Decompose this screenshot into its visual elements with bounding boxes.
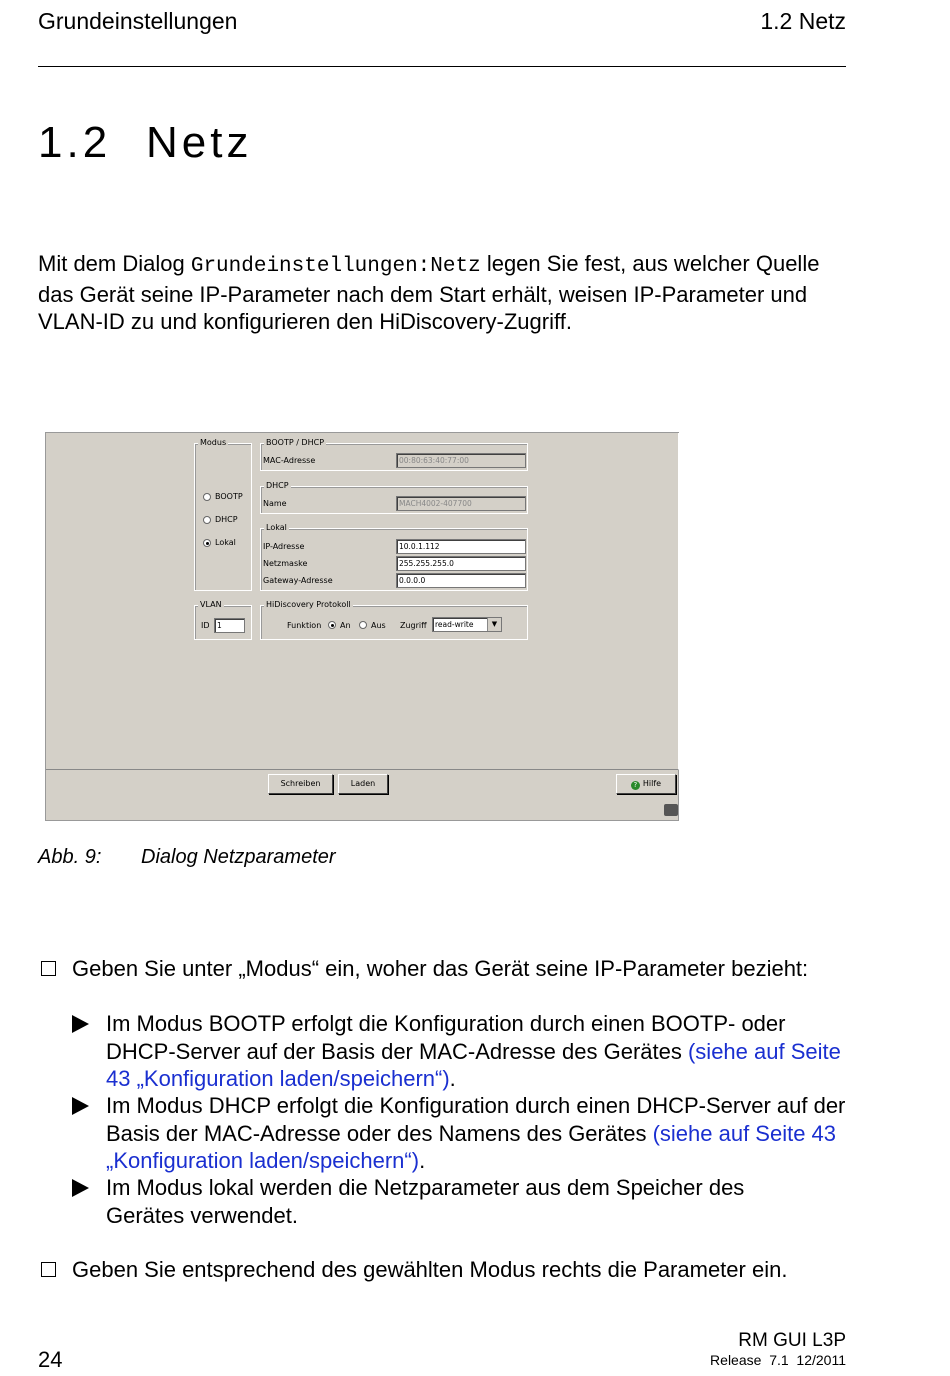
radio-dhcp[interactable] bbox=[203, 516, 211, 524]
funktion-label: Funktion bbox=[287, 621, 322, 630]
header-rule bbox=[38, 66, 846, 67]
vlan-id-label: ID bbox=[201, 621, 210, 630]
ip-address-label: IP-Adresse bbox=[263, 542, 305, 551]
zugriff-value: read-write bbox=[435, 620, 474, 629]
netmask-field[interactable]: 255.255.255.0 bbox=[396, 556, 526, 571]
hidiscovery-group-title: HiDiscovery Protokoll bbox=[266, 600, 351, 609]
ip-address-field[interactable]: 10.0.1.112 bbox=[396, 539, 526, 554]
radio-hidiscovery-an[interactable] bbox=[328, 621, 336, 629]
radio-aus-label: Aus bbox=[371, 621, 386, 630]
checkbox-icon bbox=[41, 961, 56, 976]
radio-lokal[interactable] bbox=[203, 539, 211, 547]
radio-lokal-label: Lokal bbox=[215, 538, 236, 547]
radio-bootp[interactable] bbox=[203, 493, 211, 501]
dialog-screenshot bbox=[45, 432, 679, 821]
lokal-group-title: Lokal bbox=[266, 523, 287, 532]
page-number: 24 bbox=[38, 1347, 63, 1372]
intro-text-2: legen Sie fest, aus welcher Quelle das Gerät seine IP-Parameter nach dem Start erhält, weisen IP-Parameter und VLAN-ID zu und konfigurieren den HiDiscovery-Zugriff. bbox=[38, 251, 820, 334]
dialog-path: Grundeinstellungen:Netz bbox=[190, 255, 481, 278]
bullet-bootp-end: . bbox=[449, 1066, 456, 1091]
dhcp-name-label: Name bbox=[263, 499, 287, 508]
bullet-dhcp-end: . bbox=[419, 1148, 426, 1173]
release-info: Release 7.1 12/2011 bbox=[710, 1352, 846, 1368]
arrow-bullet-icon bbox=[72, 1097, 89, 1115]
laden-button[interactable]: Laden bbox=[338, 774, 388, 794]
schreiben-button[interactable]: Schreiben bbox=[268, 774, 333, 794]
running-header-right: 1.2 Netz bbox=[760, 8, 846, 34]
bullet-bootp-text: Im Modus BOOTP erfolgt die Konfiguration durch einen BOOTP- oder DHCP-Server auf der Basis der MAC-Adresse des Gerätes bbox=[106, 1011, 786, 1064]
link-konfiguration-2[interactable]: (siehe auf Seite 43 „Konfiguration laden/speichern“) bbox=[106, 1120, 837, 1173]
dialog-panel bbox=[46, 433, 679, 770]
bootp-group-title: BOOTP / DHCP bbox=[266, 438, 325, 447]
arrow-bullet-icon bbox=[72, 1179, 89, 1197]
section-number: 1.2 bbox=[38, 118, 112, 167]
bullet-bootp bbox=[106, 1010, 854, 1093]
running-header-left: Grundeinstellungen bbox=[38, 8, 238, 34]
gateway-field[interactable]: 0.0.0.0 bbox=[396, 573, 526, 588]
intro-paragraph bbox=[38, 250, 853, 336]
connection-status-icon bbox=[664, 804, 678, 816]
dhcp-name-field: MACH4002-407700 bbox=[396, 496, 526, 511]
checkbox-icon bbox=[41, 1262, 56, 1277]
step-1-text: Geben Sie unter „Modus“ ein, woher das Gerät seine IP-Parameter bezieht: bbox=[72, 956, 809, 981]
dhcp-group-title: DHCP bbox=[266, 481, 289, 490]
radio-an-label: An bbox=[340, 621, 351, 630]
vlan-group-title: VLAN bbox=[200, 600, 222, 609]
netmask-label: Netzmaske bbox=[263, 559, 308, 568]
zugriff-dropdown[interactable] bbox=[432, 617, 502, 632]
link-konfiguration-1[interactable]: (siehe auf Seite 43 „Konfiguration laden/speichern“) bbox=[106, 1038, 841, 1091]
zugriff-label: Zugriff bbox=[400, 621, 427, 630]
radio-bootp-label: BOOTP bbox=[215, 492, 243, 501]
help-icon: ? bbox=[631, 781, 640, 790]
radio-dhcp-label: DHCP bbox=[215, 515, 238, 524]
modus-group-title: Modus bbox=[200, 438, 227, 447]
document-name: RM GUI L3P bbox=[738, 1330, 846, 1351]
arrow-bullet-icon bbox=[72, 1015, 89, 1033]
figure-label: Abb. 9: bbox=[38, 846, 102, 868]
mac-address-field: 00:80:63:40:77:00 bbox=[396, 453, 526, 468]
bullet-dhcp bbox=[106, 1092, 854, 1175]
gateway-label: Gateway-Adresse bbox=[263, 576, 333, 585]
step-2-text: Geben Sie entsprechend des gewählten Modus rechts die Parameter ein. bbox=[72, 1257, 788, 1282]
radio-hidiscovery-aus[interactable] bbox=[359, 621, 367, 629]
vlan-id-field[interactable]: 1 bbox=[214, 618, 245, 633]
dropdown-arrow-icon[interactable]: ▼ bbox=[487, 618, 501, 631]
mac-address-label: MAC-Adresse bbox=[263, 456, 316, 465]
section-title bbox=[38, 118, 252, 168]
intro-text-1: Mit dem Dialog bbox=[38, 251, 191, 276]
section-title-text: Netz bbox=[146, 118, 253, 167]
bullet-lokal-text: Im Modus lokal werden die Netzparameter aus dem Speicher des Gerätes verwendet. bbox=[106, 1175, 745, 1228]
hilfe-label: Hilfe bbox=[642, 779, 662, 788]
bullet-dhcp-text: Im Modus DHCP erfolgt die Konfiguration durch einen DHCP-Server auf der Basis der MAC-Adresse oder des Namens des Gerätes bbox=[106, 1093, 846, 1146]
hilfe-button[interactable] bbox=[616, 774, 676, 794]
figure-caption: Dialog Netzparameter bbox=[141, 846, 336, 868]
